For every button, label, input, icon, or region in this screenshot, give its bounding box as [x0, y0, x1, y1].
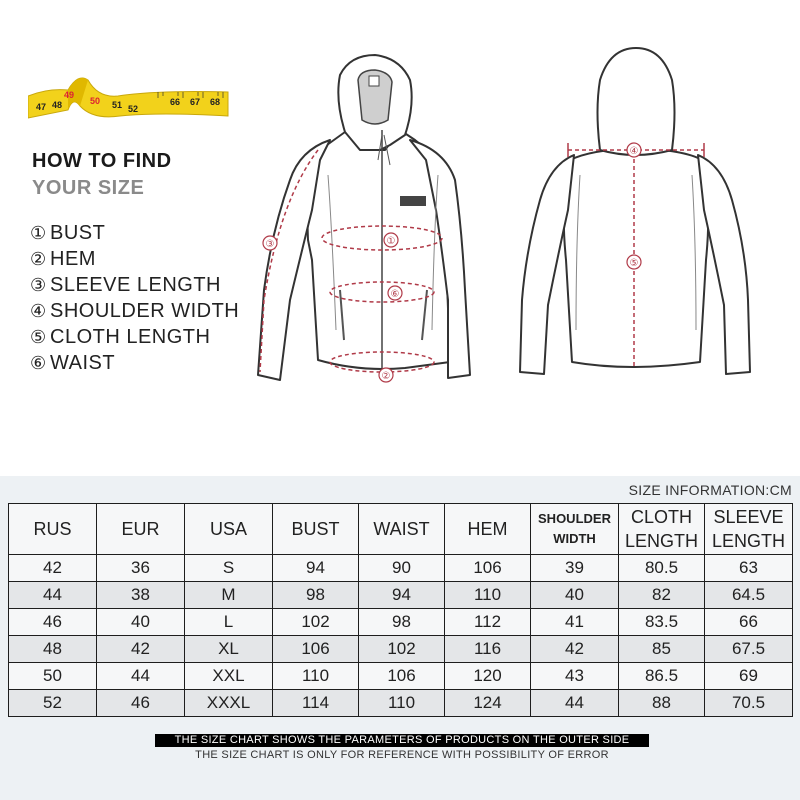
tape-number: 50	[90, 96, 101, 106]
sleeve-marker-label: ③	[265, 239, 275, 250]
table-row	[9, 609, 793, 636]
hem-marker-label: ②	[381, 371, 391, 382]
table-cell: 83.5	[619, 609, 705, 636]
header-line: CLOTH	[630, 507, 692, 527]
header-line: LENGTH	[711, 531, 785, 551]
legend-label: HEM	[50, 248, 96, 270]
header-cell: RUS	[9, 504, 97, 555]
legend-label: SLEEVE LENGTH	[50, 274, 222, 296]
table-cell: 41	[531, 609, 619, 636]
legend-number: ②	[30, 249, 47, 269]
table-cell: 46	[97, 690, 185, 717]
table-cell: 110	[359, 690, 445, 717]
table-cell: 42	[9, 555, 97, 582]
header-cell: WAIST	[359, 504, 445, 555]
table-cell: 43	[531, 663, 619, 690]
table-cell: S	[185, 555, 273, 582]
table-cell: 42	[531, 636, 619, 663]
table-cell: 110	[273, 663, 359, 690]
table-cell: M	[185, 582, 273, 609]
table-cell: 67.5	[705, 636, 793, 663]
legend-item	[30, 272, 239, 298]
legend-item	[30, 298, 239, 324]
table-cell: 82	[619, 582, 705, 609]
table-cell: 40	[531, 582, 619, 609]
legend-number: ③	[30, 275, 47, 295]
how-to-find-heading	[32, 150, 172, 200]
table-cell: 42	[97, 636, 185, 663]
legend-label: CLOTH LENGTH	[50, 326, 211, 348]
tape-number: 48	[52, 100, 63, 110]
table-cell: 70.5	[705, 690, 793, 717]
table-cell: 94	[359, 582, 445, 609]
table-cell: 66	[705, 609, 793, 636]
table-cell: 39	[531, 555, 619, 582]
table-cell: 86.5	[619, 663, 705, 690]
tape-number: 52	[128, 104, 139, 114]
waist-marker-label: ⑥	[390, 289, 400, 300]
heading-line-1: HOW TO FIND	[32, 150, 172, 172]
table-cell: L	[185, 609, 273, 636]
table-cell: 52	[9, 690, 97, 717]
table-cell: 44	[9, 582, 97, 609]
table-cell: 116	[445, 636, 531, 663]
table-cell: 106	[273, 636, 359, 663]
table-cell: XL	[185, 636, 273, 663]
heading-line-2: YOUR SIZE	[32, 177, 145, 199]
jacket-front-illustration	[250, 0, 480, 400]
measuring-tape-icon	[28, 68, 238, 128]
table-row	[9, 636, 793, 663]
table-row	[9, 582, 793, 609]
table-cell: 46	[9, 609, 97, 636]
legend-label: WAIST	[50, 352, 116, 374]
tape-number: 47	[36, 102, 47, 112]
header-line: LENGTH	[624, 531, 698, 551]
table-cell: 112	[445, 609, 531, 636]
header-cell	[619, 504, 705, 555]
legend-number: ⑤	[30, 327, 47, 347]
table-cell: 85	[619, 636, 705, 663]
header-cell: USA	[185, 504, 273, 555]
reference-note: THE SIZE CHART IS ONLY FOR REFERENCE WITH POSSIBILITY OF ERROR	[195, 749, 609, 761]
table-cell: 64.5	[705, 582, 793, 609]
table-cell: 106	[359, 663, 445, 690]
tape-number: 67	[190, 97, 201, 107]
table-cell: 50	[9, 663, 97, 690]
table-cell: 69	[705, 663, 793, 690]
table-cell: 94	[273, 555, 359, 582]
table-cell: 90	[359, 555, 445, 582]
shoulder-marker-label: ④	[629, 146, 639, 157]
legend-item	[30, 324, 239, 350]
header-line: WIDTH	[553, 531, 596, 546]
tape-number: 51	[112, 100, 123, 110]
legend-item	[30, 350, 239, 376]
legend-number: ⑥	[30, 353, 47, 373]
table-row	[9, 555, 793, 582]
table-cell: 98	[273, 582, 359, 609]
table-cell: 106	[445, 555, 531, 582]
size-chart-table	[8, 503, 793, 717]
table-row	[9, 690, 793, 717]
length-marker-label: ⑤	[629, 258, 639, 269]
table-cell: 110	[445, 582, 531, 609]
legend-label: SHOULDER WIDTH	[50, 300, 240, 322]
table-cell: 102	[273, 609, 359, 636]
brand-logo-icon	[369, 76, 379, 86]
table-cell: 48	[9, 636, 97, 663]
size-info-label: SIZE INFORMATION:CM	[628, 482, 792, 498]
outer-side-note: THE SIZE CHART SHOWS THE PARAMETERS OF PRODUCTS ON THE OUTER SIDE	[155, 734, 649, 747]
table-cell: 80.5	[619, 555, 705, 582]
table-cell: 40	[97, 609, 185, 636]
bust-marker-label: ①	[386, 236, 396, 247]
table-cell: XXL	[185, 663, 273, 690]
tape-number: 68	[210, 97, 221, 107]
legend-item	[30, 220, 239, 246]
table-row	[9, 663, 793, 690]
header-cell: EUR	[97, 504, 185, 555]
chest-logo-icon	[400, 196, 426, 206]
table-cell: 124	[445, 690, 531, 717]
legend-item	[30, 246, 239, 272]
legend-number: ①	[30, 223, 47, 243]
tape-number: 49	[64, 90, 75, 100]
table-cell: 44	[97, 663, 185, 690]
legend-label: BUST	[50, 222, 106, 244]
table-cell: 38	[97, 582, 185, 609]
header-cell: HEM	[445, 504, 531, 555]
tape-number: 66	[170, 97, 181, 107]
table-cell: 120	[445, 663, 531, 690]
table-cell: 88	[619, 690, 705, 717]
table-cell: 36	[97, 555, 185, 582]
jacket-back-illustration	[510, 0, 760, 400]
table-header-row	[9, 504, 793, 555]
table-cell: XXXL	[185, 690, 273, 717]
measurement-legend	[30, 220, 239, 376]
table-cell: 98	[359, 609, 445, 636]
table-cell: 44	[531, 690, 619, 717]
header-line: SHOULDER	[538, 511, 611, 526]
header-cell	[531, 504, 619, 555]
table-cell: 114	[273, 690, 359, 717]
table-cell: 102	[359, 636, 445, 663]
header-cell: BUST	[273, 504, 359, 555]
legend-number: ④	[30, 301, 47, 321]
table-cell: 63	[705, 555, 793, 582]
header-cell	[705, 504, 793, 555]
header-line: SLEEVE	[713, 507, 784, 527]
